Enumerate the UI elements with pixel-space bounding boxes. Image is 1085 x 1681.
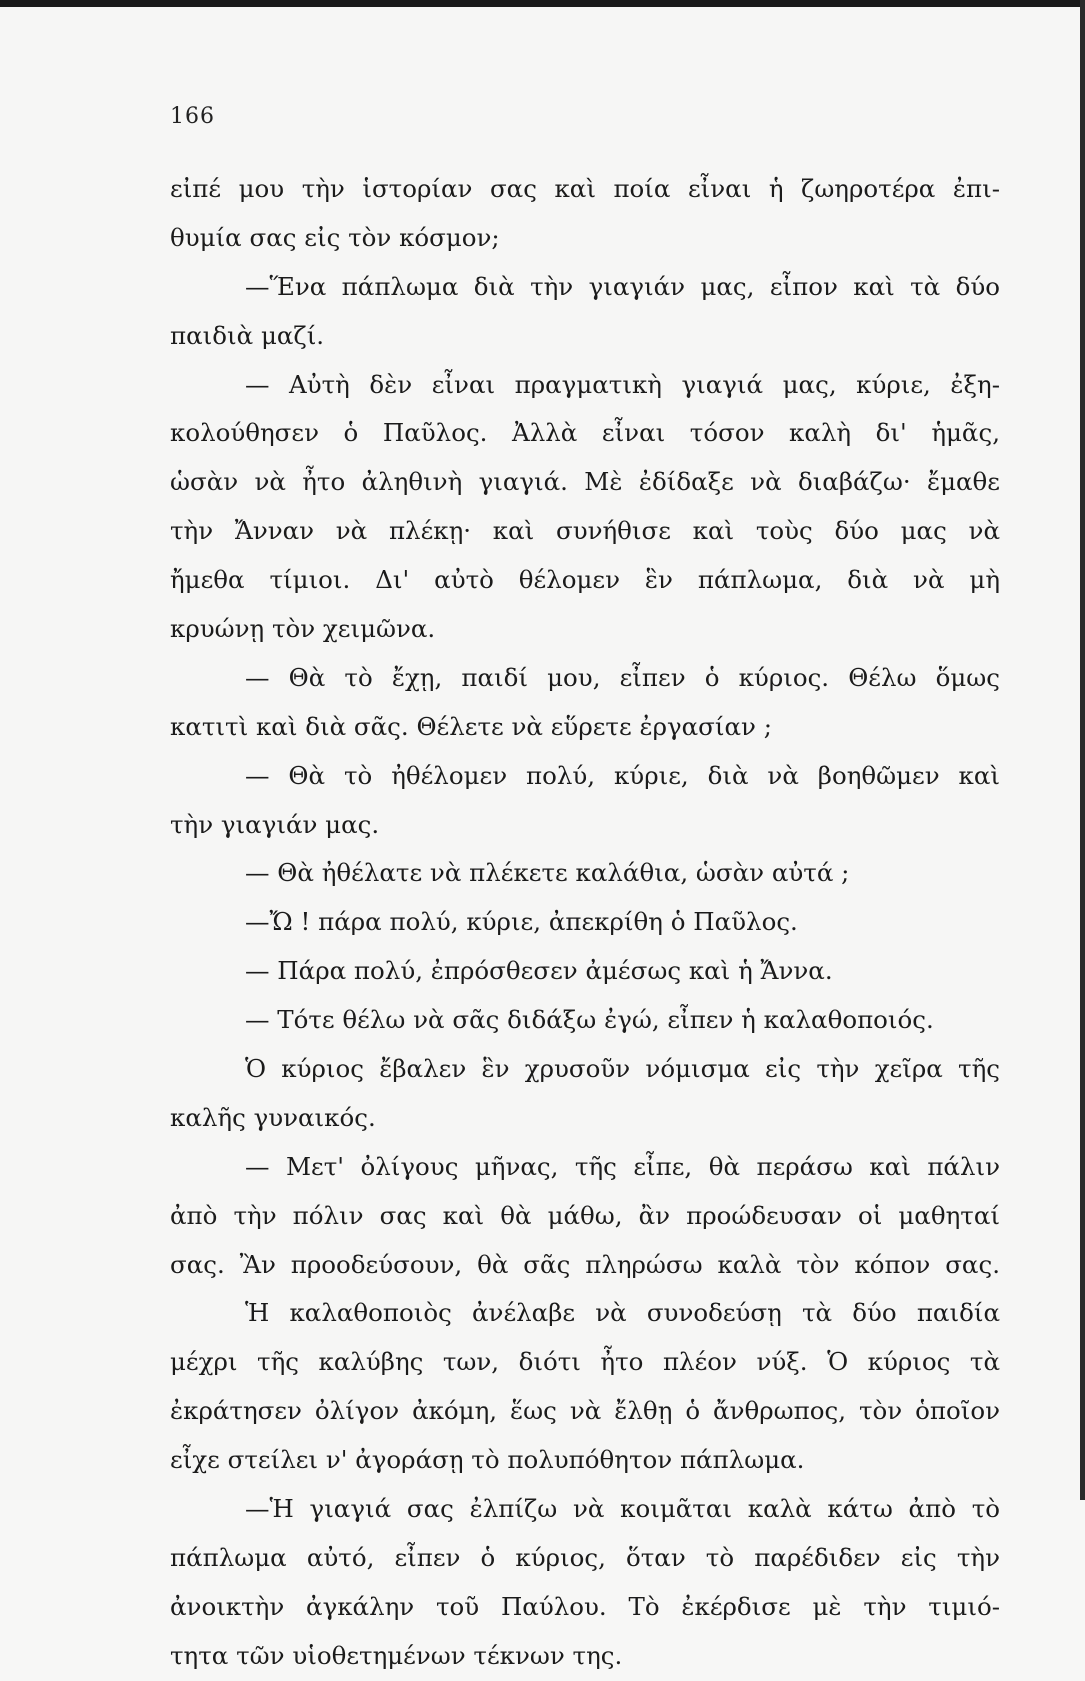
text-line: —Ἕνα πάπλωμα διὰ τὴν γιαγιάν μας, εἶπον καὶ τὰ δύο (245, 271, 1000, 301)
text-line: ἀνοικτὴν ἀγκάλην τοῦ Παύλου. Τὸ ἐκέρδισε μὲ τὴν τιμιό- (170, 1591, 1000, 1621)
text-line: ἤμεθα τίμιοι. Δι' αὐτὸ θέλομεν ἓν πάπλωμα, διὰ νὰ μὴ (170, 565, 1000, 595)
text-line: Ὁ κύριος ἔβαλεν ἓν χρυσοῦν νόμισμα εἰς τὴν χεῖρα τῆς (245, 1054, 1000, 1084)
text-line: — Πάρα πολύ, ἐπρόσθεσεν ἀμέσως καὶ ἡ Ἄννα. (245, 956, 833, 986)
text-line: τὴν γιαγιάν μας. (170, 809, 380, 839)
text-line: καλῆς γυναικός. (170, 1102, 376, 1132)
text-line: σας. Ἂν προοδεύσουν, θὰ σᾶς πληρώσω καλὰ τὸν κόπον σας. (170, 1249, 1000, 1279)
text-line: πάπλωμα αὐτό, εἶπεν ὁ κύριος, ὅταν τὸ παρέδιδεν εἰς τὴν (170, 1542, 1000, 1572)
text-line: κρυώνῃ τὸν χειμῶνα. (170, 614, 436, 644)
page-number: 166 (170, 104, 215, 129)
text-line: — Θὰ τὸ ἔχῃ, παιδί μου, εἶπεν ὁ κύριος. Θέλω ὅμως (245, 662, 1000, 692)
text-line: — Θὰ ἠθέλατε νὰ πλέκετε καλάθια, ὡσὰν αὐτά ; (245, 858, 850, 888)
text-line: — Τότε θέλω νὰ σᾶς διδάξω ἐγώ, εἶπεν ἡ καλαθοποιός. (245, 1005, 934, 1035)
text-line: τὴν Ἄνναν νὰ πλέκῃ· καὶ συνήθισε καὶ τοὺς δύο μας νὰ (170, 516, 1000, 546)
text-line: — Μετ' ὀλίγους μῆνας, τῆς εἶπε, θὰ περάσω καὶ πάλιν (245, 1151, 1000, 1181)
text-line: εἶχε στείλει ν' ἀγοράσῃ τὸ πολυπόθητον πάπλωμα. (170, 1445, 805, 1475)
text-line: —Ὤ ! πάρα πολύ, κύριε, ἀπεκρίθη ὁ Παῦλος. (245, 907, 798, 937)
text-line: κολούθησεν ὁ Παῦλος. Ἀλλὰ εἶναι τόσον καλὴ δι' ἡμᾶς, (170, 418, 1000, 448)
text-line: ὡσὰν νὰ ἦτο ἀληθινὴ γιαγιά. Μὲ ἐδίδαξε νὰ διαβάζω· ἔμαθε (170, 467, 1000, 497)
text-line: μέχρι τῆς καλύβης των, διότι ἦτο πλέον νύξ. Ὁ κύριος τὰ (170, 1347, 1000, 1377)
text-line: —Ἡ γιαγιά σας ἐλπίζω νὰ κοιμᾶται καλὰ κάτω ἀπὸ τὸ (245, 1494, 1000, 1524)
scan-top-edge (0, 0, 1085, 7)
text-line: — Αὐτὴ δὲν εἶναι πραγματικὴ γιαγιά μας, κύριε, ἐξη- (245, 369, 1000, 399)
text-line: Ἡ καλαθοποιὸς ἀνέλαβε νὰ συνοδεύσῃ τὰ δύο παιδία (245, 1298, 1000, 1328)
text-line: εἰπέ μου τὴν ἱστορίαν σας καὶ ποία εἶναι ἡ ζωηροτέρα ἐπι- (170, 174, 1000, 203)
text-line: κατιτὶ καὶ διὰ σᾶς. Θέλετε νὰ εὕρετε ἐργασίαν ; (170, 711, 772, 741)
body-text (170, 165, 1000, 1681)
text-line: ἀπὸ τὴν πόλιν σας καὶ θὰ μάθω, ἂν προώδευσαν οἱ μαθηταί (170, 1200, 1000, 1230)
text-line: ἐκράτησεν ὀλίγον ἀκόμη, ἕως νὰ ἔλθῃ ὁ ἄνθρωπος, τὸν ὁποῖον (170, 1396, 1000, 1426)
text-line: τητα τῶν υἱοθετημένων τέκνων της. (170, 1640, 623, 1670)
text-line: παιδιὰ μαζί. (170, 320, 325, 350)
scan-right-edge (1080, 0, 1085, 1500)
text-line: — Θὰ τὸ ἠθέλομεν πολύ, κύριε, διὰ νὰ βοηθῶμεν καὶ (245, 760, 1000, 790)
text-line: θυμία σας εἰς τὸν κόσμον; (170, 222, 500, 252)
